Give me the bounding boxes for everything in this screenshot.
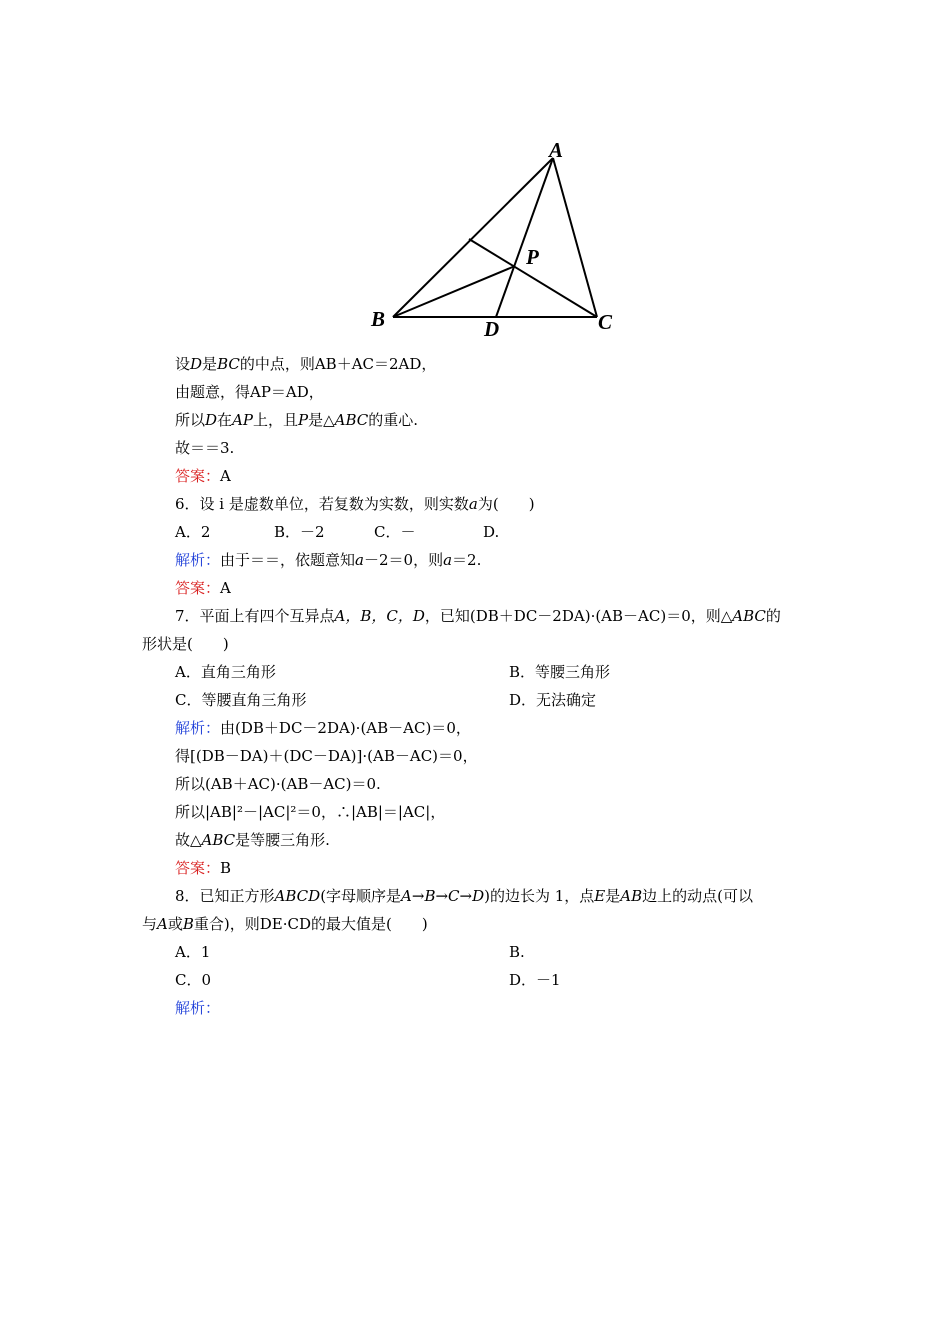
solution-7-line-1: 解析：由(DB＋DC－2DA)·(AB－AC)＝0， bbox=[175, 719, 471, 737]
question-8: 8．已知正方形ABCD(字母顺序是A→B→C→D)的边长为 1，点E是AB边上的动点(可以 bbox=[175, 887, 753, 905]
question-8-line-2: 与A或B重合)，则DE·CD的最大值是( ) bbox=[142, 915, 428, 933]
median-ad bbox=[496, 158, 553, 317]
solution-7-line-5: 故△ABC是等腰三角形. bbox=[175, 831, 330, 849]
answer-5: 答案：A bbox=[175, 467, 231, 485]
question-7: 7．平面上有四个互异点A，B，C，D，已知(DB＋DC－2DA)·(AB－AC)＝0，则△ABC的 bbox=[175, 607, 781, 625]
solution-7-line-3: 所以(AB＋AC)·(AB－AC)＝0. bbox=[175, 775, 381, 793]
answer-label: 答案： bbox=[175, 579, 221, 597]
option-d: D．无法确定 bbox=[509, 691, 597, 709]
solution-line-2: 由题意，得AP＝AD， bbox=[175, 383, 324, 401]
solution-label: 解析： bbox=[175, 999, 221, 1017]
option-b: B．－2 bbox=[274, 523, 325, 541]
solution-8 bbox=[175, 998, 220, 1018]
label-d: D bbox=[484, 317, 500, 341]
answer-6: 答案：A bbox=[175, 579, 231, 597]
label-a: A bbox=[549, 138, 564, 162]
option-a: A．2 bbox=[175, 523, 211, 541]
triangle-figure bbox=[360, 135, 630, 345]
question-8-options-row-2 bbox=[175, 970, 211, 990]
solution-6: 解析：由于＝＝，依题意知a－2＝0，则a＝2. bbox=[175, 551, 482, 569]
option-c: C．－ bbox=[374, 523, 416, 541]
answer-label: 答案： bbox=[175, 467, 221, 485]
triangle-diagram bbox=[360, 135, 630, 345]
solution-label: 解析： bbox=[175, 551, 221, 569]
option-b: B. bbox=[509, 943, 525, 961]
question-6: 6．设 i 是虚数单位，若复数为实数，则实数a为( ) bbox=[175, 495, 535, 513]
option-b: B．等腰三角形 bbox=[509, 663, 611, 681]
solution-line-3: 所以D在AP上，且P是△ABC的重心. bbox=[175, 411, 419, 429]
question-8-options-row-1 bbox=[175, 942, 210, 962]
solution-7-line-2: 得[(DB－DA)＋(DC－DA)]·(AB－AC)＝0， bbox=[175, 747, 478, 765]
option-c: C．0 bbox=[175, 971, 212, 989]
option-d: D．－1 bbox=[509, 971, 561, 989]
question-7-options-row-2 bbox=[175, 690, 306, 710]
option-c: C．等腰直角三角形 bbox=[175, 691, 307, 709]
median-bp bbox=[393, 266, 515, 317]
question-7-line-2: 形状是( ) bbox=[142, 635, 229, 653]
answer-7: 答案：B bbox=[175, 859, 232, 877]
solution-label: 解析： bbox=[175, 719, 221, 737]
label-c: C bbox=[598, 310, 613, 334]
solution-line-1: 设D是BC的中点，则AB＋AC＝2AD， bbox=[175, 355, 437, 373]
option-a: A．1 bbox=[175, 943, 211, 961]
question-7-options-row-1 bbox=[175, 662, 276, 682]
side-ab bbox=[393, 158, 553, 317]
label-p: P bbox=[526, 245, 539, 269]
label-b: B bbox=[371, 307, 386, 331]
option-a: A．直角三角形 bbox=[175, 663, 276, 681]
solution-7-line-4: 所以|AB|²－|AC|²＝0，∴|AB|＝|AC|， bbox=[175, 803, 446, 821]
answer-label: 答案： bbox=[175, 859, 221, 877]
solution-line-4: 故＝＝3. bbox=[175, 439, 235, 457]
option-d: D. bbox=[483, 523, 500, 541]
